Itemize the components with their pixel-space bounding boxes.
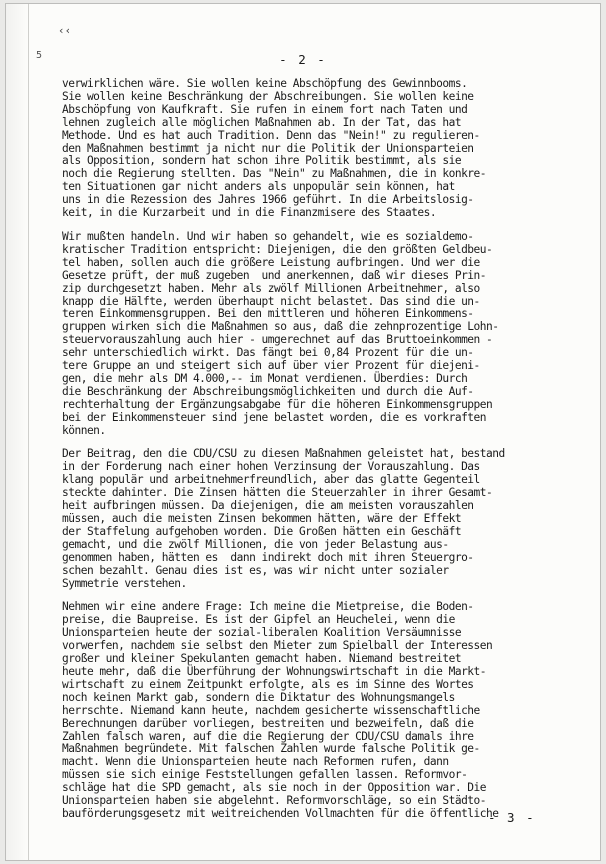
text-line: großer und kleiner Spekulanten gemacht haben. Niemand bestreitet	[62, 652, 462, 666]
text-line: Nehmen wir eine andere Frage: Ich meine die Mietpreise, die Boden-	[62, 600, 474, 614]
text-line: der Staffelung aufgehoben worden. Die Großen hätten ein Geschäft	[62, 524, 462, 538]
text-line: Unionsparteien heute der sozial-liberalen Koalition Versäumnisse	[62, 626, 462, 640]
text-line: Sie wollen keine Beschränkung der Abschreibungen. Sie wollen keine	[62, 89, 474, 103]
text-line: können.	[62, 423, 106, 437]
paragraph	[62, 78, 578, 220]
paragraph	[62, 448, 578, 590]
text-line: vorwerfen, nachdem sie selbst den Mieter zum Spielball der Interessen	[62, 639, 493, 653]
text-line: keit, in die Kurzarbeit und in die Finanzmisere des Staates.	[62, 206, 437, 220]
text-line: müssen sie sich einige Feststellungen gefallen lassen. Reformvor-	[62, 768, 468, 782]
text-line: rechterhaltung der Ergänzungsabgabe für die höheren Einkommensgruppen	[62, 397, 493, 411]
text-line: gemacht, und die zwölf Millionen, die von jeder Belastung aus-	[62, 537, 449, 551]
text-line: tel haben, sollen auch die größere Leistung aufbringen. Und wer die	[62, 255, 480, 269]
text-line: schen bezahlt. Genau dies ist es, was wir nicht unter sozialer	[62, 563, 449, 577]
text-line: steuervorauszahlung auch hier - umgerechnet auf das Bruttoeinkommen -	[62, 333, 493, 347]
text-line: Abschöpfung von Kaufkraft. Sie rufen in einem fort nach Taten und	[62, 102, 468, 116]
text-line: Symmetrie verstehen.	[62, 576, 187, 590]
text-line: zip durchgesetzt haben. Mehr als zwölf Millionen Arbeitnehmer, also	[62, 281, 480, 295]
text-line: verwirklichen wäre. Sie wollen keine Abschöpfung des Gewinnbooms.	[62, 77, 468, 90]
text-line: bauförderungsgesetz mit weitreichenden Vollmachten für die öffentliche	[62, 806, 499, 820]
text-line: den Maßnahmen bestimmt ja nicht nur die Politik der Unionsparteien	[62, 141, 474, 155]
text-line: tere Gruppe an und steigert sich auf über vier Prozent für diejeni-	[62, 359, 480, 373]
text-line: die Beschränkung der Abschreibungsmöglichkeiten und durch die Auf-	[62, 384, 474, 398]
text-line: heute mehr, daß die Überführung der Wohnungswirtschaft in die Markt-	[62, 664, 487, 678]
text-line: sehr unterschiedlich wirkt. Das fängt bei 0,84 Prozent für die un-	[62, 346, 474, 360]
next-page-number: - 3 -	[488, 810, 536, 825]
document-page	[6, 4, 600, 860]
text-line: als Opposition, sondern hat schon ihre Politik bestimmt, als sie	[62, 154, 462, 168]
text-line: heit aufbringen müssen. Da diejenigen, die am meisten vorauszahlen	[62, 499, 474, 513]
text-line: Der Beitrag, den die CDU/CSU zu diesen Maßnahmen geleistet hat, bestand	[62, 447, 505, 461]
text-line: gruppen wirken sich die Maßnahmen so aus, daß die zehnprozentige Lohn-	[62, 320, 499, 334]
text-line: Methode. Und es hat auch Tradition. Denn das "Nein!" zu regulieren-	[62, 128, 480, 142]
side-mark: 5	[36, 50, 43, 61]
text-line: Maßnahmen begründete. Mit falschen Zahlen wurde falsche Politik ge-	[62, 742, 480, 756]
paragraph	[62, 231, 578, 438]
text-line: knapp die Hälfte, werden überhaupt nicht belastet. Das sind die un-	[62, 294, 480, 308]
text-line: herrschte. Niemand kann heute, nachdem gesicherte wissenschaftliche	[62, 703, 480, 717]
text-line: Wir mußten handeln. Und wir haben so gehandelt, wie es sozialdemo-	[62, 229, 474, 243]
paragraph	[62, 601, 578, 820]
text-line: steckte dahinter. Die Zinsen hätten die Steuerzahler in ihrer Gesamt-	[62, 486, 493, 500]
text-line: klang populär und arbeitnehmerfreundlich, aber das glatte Gegenteil	[62, 473, 480, 487]
text-line: bei der Einkommensteuer sind jene belastet worden, die es vorkraften	[62, 410, 487, 424]
text-line: genommen haben, hätten es dann indirekt doch mit ihren Steuergro-	[62, 550, 474, 564]
text-line: müssen, auch die meisten Zinsen bekommen hätten, wäre der Effekt	[62, 512, 462, 525]
text-line: macht. Wenn die Unionsparteien heute nach Reformen rufen, dann	[62, 755, 449, 769]
text-line: noch keinen Markt gab, sondern die Diktatur des Wohnungsmangels	[62, 690, 455, 704]
text-line: Zahlen falsch waren, auf die die Regierung der CDU/CSU damals ihre	[62, 729, 474, 743]
binding-edge	[6, 4, 29, 860]
text-line: Unionsparteien haben sie abgelehnt. Reformvorschläge, so ein Städto-	[62, 794, 487, 808]
text-line: ten Situationen gar nicht anders als unpopulär sein können, hat	[62, 180, 455, 194]
text-line: gen, die mehr als DM 4.000,-- im Monat verdienen. Überdies: Durch	[62, 371, 468, 385]
text-line: schläge hat die SPD gemacht, als sie noch in der Opposition war. Die	[62, 781, 487, 795]
text-line: uns in die Rezession des Jahres 1966 geführt. In die Arbeitslosig-	[62, 193, 474, 207]
text-line: wirtschaft zu einem Zeitpunkt erfolgte, als es im Sinne des Wortes	[62, 677, 474, 691]
text-line: Gesetze prüft, der muß zugeben und anerkennen, daß wir dieses Prin-	[62, 268, 487, 282]
text-line: preise, die Baupreise. Es ist der Gipfel an Heuchelei, wenn die	[62, 613, 455, 627]
text-line: noch die Regierung stellten. Das "Nein" zu Maßnahmen, die in konkre-	[62, 167, 487, 181]
body-text	[62, 78, 578, 832]
text-line: in der Forderung nach einer hohen Verzinsung der Vorauszahlung. Das	[62, 460, 480, 474]
corner-mark: ‹‹	[58, 24, 72, 37]
text-line: Berechnungen darüber vorliegen, bestreiten und bezweifeln, daß die	[62, 716, 474, 730]
text-line: teren Einkommensgruppen. Bei den mittleren und höheren Einkommens-	[62, 307, 474, 321]
text-line: lehnen zugleich alle möglichen Maßnahmen ab. In der Tat, das hat	[62, 115, 462, 129]
text-line: kratischer Tradition entspricht: Diejenigen, die den größten Geldbeu-	[62, 242, 493, 256]
page-number: - 2 -	[279, 52, 327, 67]
